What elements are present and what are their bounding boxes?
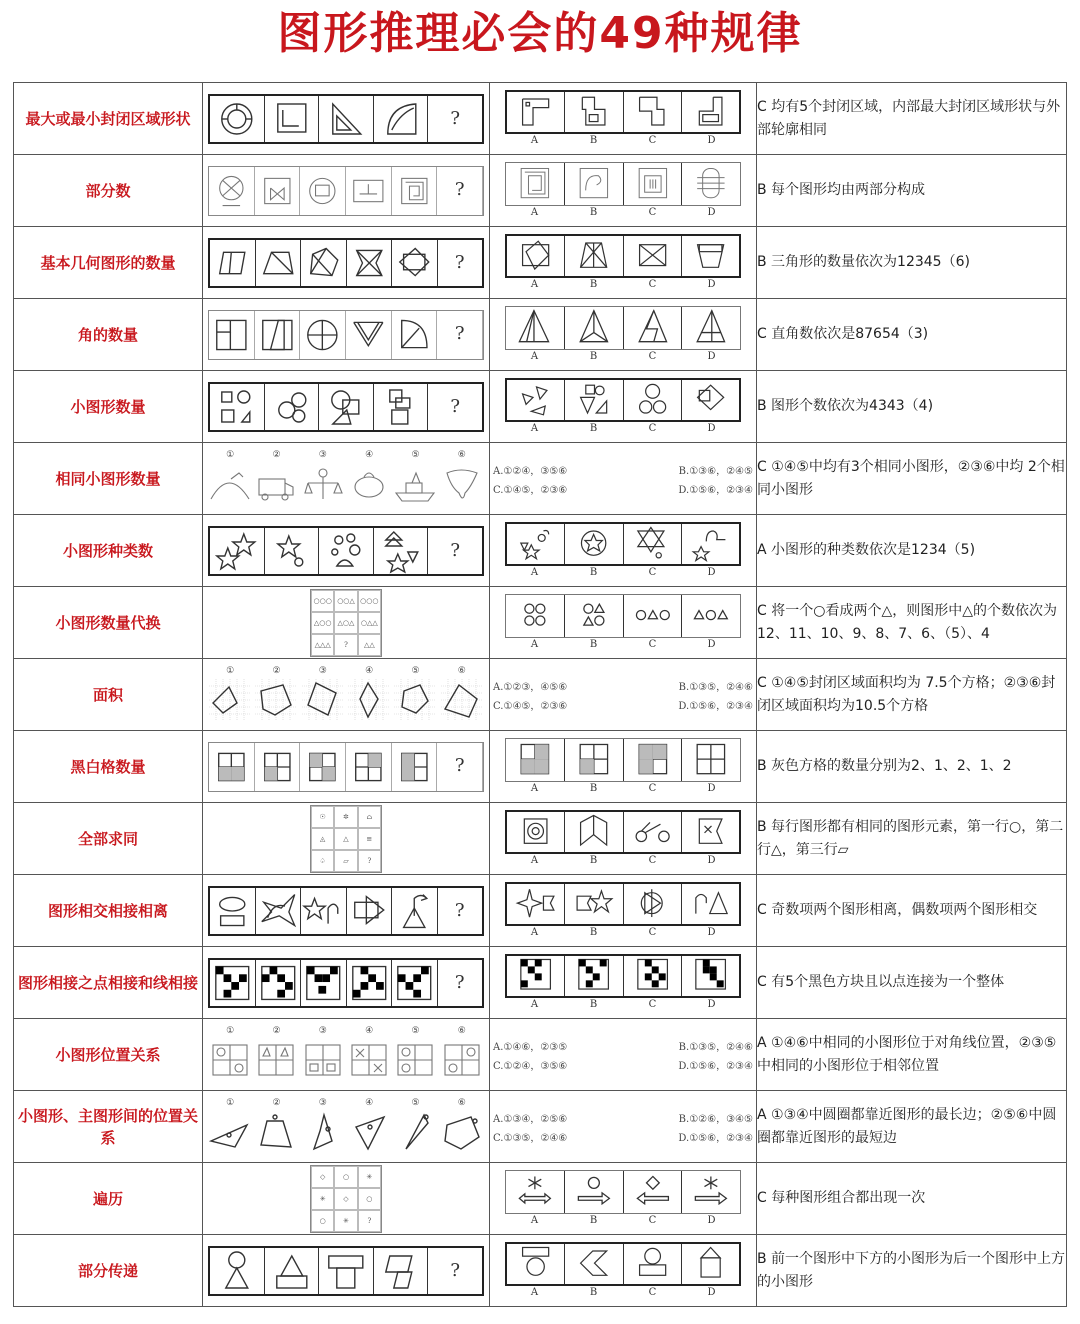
rule-answer: B 三角形的数量依次为12345（6) <box>757 227 1067 299</box>
answer-choices: A.①②③，④⑤⑥ B.①③⑤，②④⑥ C.①④⑤，②③⑥ D.①⑤⑥，②③④ <box>493 681 753 712</box>
options-box <box>505 594 741 638</box>
options-box <box>505 1242 741 1286</box>
rules-table <box>13 82 1067 1307</box>
question-grid: ☉ ✲ ⌂ ◬ △ ≡ ♤ ▱ ? <box>310 805 382 873</box>
options-box <box>505 810 741 854</box>
question-strip <box>208 238 484 288</box>
question-mark: ? <box>454 178 465 200</box>
question-strip <box>208 526 484 576</box>
numbered-figures: ① ② ③ ④ ⑤ ⑥ <box>207 666 485 724</box>
rule-name: 小图形种类数 <box>14 515 203 587</box>
rule-answer: B 每个图形均由两部分构成 <box>757 155 1067 227</box>
rule-name: 角的数量 <box>14 299 203 371</box>
options-box <box>505 882 741 926</box>
rule-name: 基本几何图形的数量 <box>14 227 203 299</box>
rule-answer: A ①④⑥中相同的小图形位于对角线位置，②③⑤中相同的小图形位于相邻位置 <box>757 1019 1067 1091</box>
table-row: 小图形种类数 ? A B C D A 小图形的种类数依次是1234（5) <box>14 515 1067 587</box>
rule-answer: C 将一个○看成两个△，则图形中△的个数依次为12、11、10、9、8、7、6、（5）、4 <box>757 587 1067 659</box>
rule-name: 遍历 <box>14 1163 203 1235</box>
options-box <box>505 738 741 782</box>
question-mark: ? <box>450 107 460 129</box>
rule-name: 部分数 <box>14 155 203 227</box>
rule-name: 小图形位置关系 <box>14 1019 203 1091</box>
rule-name: 部分传递 <box>14 1235 203 1307</box>
question-mark: ? <box>454 971 465 993</box>
options-box <box>505 1170 741 1214</box>
rule-answer: C 直角数依次是87654（3) <box>757 299 1067 371</box>
rule-answer: C 有5个黑色方块且以点连接为一个整体 <box>757 947 1067 1019</box>
table-row: 黑白格数量 ? A B C D B 灰色方格的数量分别为2、1、2、1、2 <box>14 731 1067 803</box>
options-box <box>505 306 741 350</box>
question-grid: ◇ ○ ✳ ✳ ◇ ○ ○ ✳ ? <box>310 1165 382 1233</box>
rule-name: 图形相交相接相离 <box>14 875 203 947</box>
rule-name: 小图形数量 <box>14 371 203 443</box>
table-row: 遍历 ◇ ○ ✳ ✳ ◇ ○ ○ ✳ ? A B C D C 每种图形组合都出现一次 <box>14 1163 1067 1235</box>
rule-name: 图形相接之点相接和线相接 <box>14 947 203 1019</box>
rule-name: 黑白格数量 <box>14 731 203 803</box>
rule-answer: C ①④⑤中均有3个相同小图形，②③⑥中均 2个相同小图形 <box>757 443 1067 515</box>
options-box <box>505 90 741 134</box>
question-strip <box>208 958 484 1008</box>
answer-choices: A.①②④，③⑤⑥ B.①③⑥，②④⑤ C.①④⑤，②③⑥ D.①⑤⑥，②③④ <box>493 465 753 496</box>
question-strip <box>208 886 484 936</box>
rule-answer: B 灰色方格的数量分别为2、1、2、1、2 <box>757 731 1067 803</box>
answer-choices: A.①④⑥，②③⑤ B.①③⑤，②④⑥ C.①②④，③⑤⑥ D.①⑤⑥，②③④ <box>493 1041 753 1072</box>
table-row: 全部求同 ☉ ✲ ⌂ ◬ △ ≡ ♤ ▱ ? A B C D B 每行图形都有相同的图形元素，第一行○，第二行△，第三行▱ <box>14 803 1067 875</box>
question-mark: ? <box>454 754 465 776</box>
table-row: 角的数量 ? A B C D C 直角数依次是87654（3) <box>14 299 1067 371</box>
rule-answer: B 每行图形都有相同的图形元素，第一行○，第二行△，第三行▱ <box>757 803 1067 875</box>
rule-answer: C 奇数项两个图形相离，偶数项两个图形相交 <box>757 875 1067 947</box>
question-mark: ? <box>450 1259 460 1281</box>
table-row <box>14 1019 1067 1091</box>
question-mark: ? <box>454 251 465 273</box>
question-strip <box>208 742 484 792</box>
rule-answer: C ①④⑤封闭区域面积均为 7.5个方格；②③⑥封闭区域面积均为10.5个方格 <box>757 659 1067 731</box>
table-row: 部分传递 ? A B C D B 前一个图形中下方的小图形为后一个图形中上方的小图形 <box>14 1235 1067 1307</box>
question-mark: ? <box>454 899 465 921</box>
question-strip <box>208 1246 484 1296</box>
options-box <box>505 234 741 278</box>
table-row: 小图形数量代换 ○○○ ○○△ ○○○ △○○ △○△ ○△△ △△△ ? △△ A B C D C 将一个○看成两个△，则图形中△的个数依次为12、11、10、9、8、7、6、（5）、4 <box>14 587 1067 659</box>
numbered-figures: ① ② ③ ④ ⑤ ⑥ <box>207 1026 485 1084</box>
rule-name: 相同小图形数量 <box>14 443 203 515</box>
table-row: 小图形数量 ? A B C D B 图形个数依次为4343（4) <box>14 371 1067 443</box>
rule-answer: C 每种图形组合都出现一次 <box>757 1163 1067 1235</box>
answer-choices: A.①③④，②⑤⑥ B.①②⑥，③④⑤ C.①③⑤，②④⑥ D.①⑤⑥，②③④ <box>493 1113 753 1144</box>
rule-answer: A 小图形的种类数依次是1234（5) <box>757 515 1067 587</box>
question-strip <box>208 94 484 144</box>
question-strip <box>208 382 484 432</box>
options-box <box>505 522 741 566</box>
rule-answer: C 均有5个封闭区域，内部最大封闭区域形状与外部轮廓相同 <box>757 83 1067 155</box>
rule-name: 全部求同 <box>14 803 203 875</box>
page-title: 图形推理必会的49种规律 <box>277 8 803 59</box>
table-row <box>14 443 1067 515</box>
numbered-figures: ① ② ③ ④ ⑤ ⑥ <box>207 1098 485 1156</box>
table-row: 基本几何图形的数量 ? A B C D B 三角形的数量依次为12345（6) <box>14 227 1067 299</box>
question-strip <box>208 166 484 216</box>
rule-name: 面积 <box>14 659 203 731</box>
question-mark: ? <box>450 539 460 561</box>
rule-name: 最大或最小封闭区域形状 <box>14 83 203 155</box>
rule-answer: B 图形个数依次为4343（4) <box>757 371 1067 443</box>
options-box <box>505 162 741 206</box>
rule-name: 小图形数量代换 <box>14 587 203 659</box>
numbered-figures: ① ② ③ ④ ⑤ ⑥ <box>207 450 485 508</box>
table-row: 图形相接之点相接和线相接 ? A B C D C 有5个黑色方块且以点连接为一个整体 <box>14 947 1067 1019</box>
question-mark: ? <box>454 322 465 344</box>
rule-answer: B 前一个图形中下方的小图形为后一个图形中上方的小图形 <box>757 1235 1067 1307</box>
options-box <box>505 954 741 998</box>
options-box <box>505 378 741 422</box>
table-row <box>14 659 1067 731</box>
table-row: 图形相交相接相离 ? A B C D C 奇数项两个图形相离，偶数项两个图形相交 <box>14 875 1067 947</box>
table-row: 最大或最小封闭区域形状 ? A B C D C 均有5个封闭区域，内部最大封闭区域形状与外部轮廓相同 <box>14 83 1067 155</box>
question-strip <box>208 310 484 360</box>
question-mark: ? <box>450 395 460 417</box>
rule-answer: A ①③④中圆圈都靠近图形的最长边；②⑤⑥中圆圈都靠近图形的最短边 <box>757 1091 1067 1163</box>
table-row: 部分数 ? A B C D B 每个图形均由两部分构成 <box>14 155 1067 227</box>
question-grid: ○○○ ○○△ ○○○ △○○ △○△ ○△△ △△△ ? △△ <box>310 589 382 657</box>
rule-name: 小图形、主图形间的位置关系 <box>14 1091 203 1163</box>
table-row <box>14 1091 1067 1163</box>
